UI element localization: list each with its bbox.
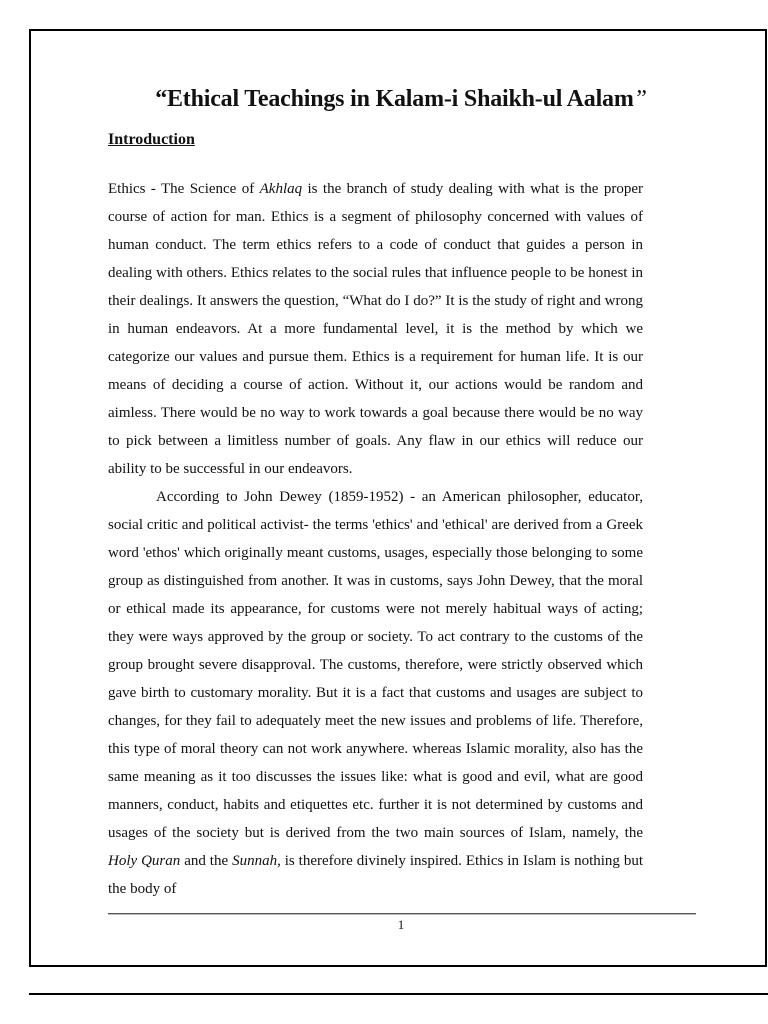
paragraph-1	[108, 175, 643, 483]
next-page-edge	[29, 993, 768, 995]
paragraph-2-italic-holy-quran: Holy Quran	[108, 853, 181, 869]
section-heading: Introduction	[108, 131, 195, 148]
footer-rule	[108, 913, 696, 914]
paragraph-2-italic-sunnah: Sunnah	[232, 853, 278, 869]
paragraph-1-text-a: Ethics - The Science of	[108, 181, 260, 197]
title-close-quote: ”	[633, 86, 647, 112]
paragraph-1-text-b: is the branch of study dealing with what is the proper course of action for man. Ethics is a segment of philosophy concerned with values of human conduct. The term ethics refers to a code of conduct that guides a person in dealing with others. Ethics relates to the social rules that influence people to be honest in their dealings. It answers the question, “What do I do?” It is the study of right and wrong in human endeavors. At a more fundamental level, it is the method by which we categorize our values and pursue them. Ethics is a requirement for human life. It is our means of deciding a course of action. Without it, our actions would be random and aimless. There would be no way to work towards a goal because there would be no way to pick between a limitless number of goals. Any flaw in our ethics will reduce our ability to be successful in our endeavors.	[108, 181, 643, 477]
document-title	[31, 86, 768, 113]
paragraph-1-italic-term: Akhlaq	[259, 181, 303, 197]
paragraph-2	[108, 483, 643, 903]
paragraph-2-text-b: and the	[180, 853, 233, 869]
title-open-quote: “	[155, 86, 167, 112]
body-text	[108, 175, 643, 903]
document-page	[29, 29, 767, 967]
title-text: Ethical Teachings in Kalam-i Shaikh-ul Aalam	[167, 86, 634, 112]
page-number: 1	[397, 917, 405, 932]
paragraph-2-text-a: According to John Dewey (1859-1952) - an American philosopher, educator, social critic and political activist- the terms 'ethics' and 'ethical' are derived from a Greek word 'ethos' which originally meant customs, usages, especially those belonging to some group as distinguished from another. It was in customs, says John Dewey, that the moral or ethical made its appearance, for customs were not merely habitual ways of acting; they were ways approved by the group or society. To act contrary to the customs of the group brought severe disapproval. The customs, therefore, were strictly observed which gave birth to customary morality. But it is a fact that customs and usages are subject to changes, for they fail to adequately meet the new issues and problems of life. Therefore, this type of moral theory can not work anywhere. whereas Islamic morality, also has the same meaning as it too discusses the issues like: what is good and evil, what are good manners, conduct, habits and etiquettes etc. further it is not determined by customs and usages of the society but is derived from the two main sources of Islam, namely, the	[108, 489, 643, 841]
paragraph-2-text-c: , is therefore divinely inspired. Ethics in Islam is nothing but the body of	[108, 853, 644, 897]
